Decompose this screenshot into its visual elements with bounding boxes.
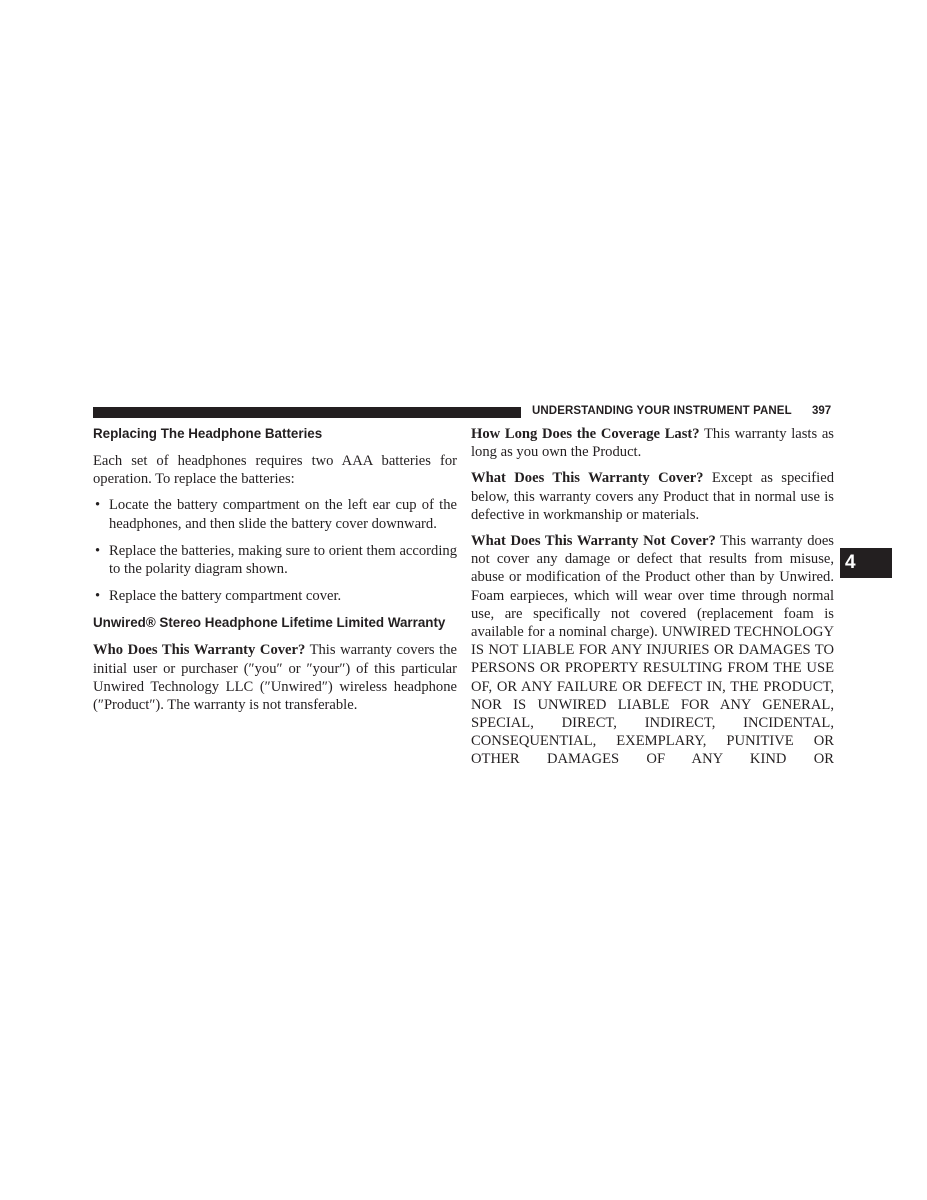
not-covered-answer: This warranty does not cover any damage or defect that results from misuse, abuse or modification of the Product other than by Unwired. Foam earpieces, which will wear over time through normal use, are specifically not covered (replacement foam is available for a nominal charge). UNWIRED TECHNOLOGY IS NOT LIABLE FOR ANY INJURIES OR DAMAGES TO PERSONS OR PROPERTY RESULTING FROM THE USE OF, OR ANY FAILURE OR DEFECT IN, THE PRODUCT, NOR IS UNWIRED LIABLE FOR ANY GENERAL, SPECIAL, DIRECT, INDIRECT, INCIDENTAL, CONSEQUENTIAL, EXEMPLARY, PUNITIVE OR OTHER DAMAGES OF ANY KIND OR: [471, 533, 834, 768]
list-item-text: Replace the battery compartment cover.: [109, 588, 342, 605]
coverage-duration-paragraph: [471, 425, 834, 461]
list-item: [93, 542, 457, 578]
list-item-text: Locate the battery compartment on the left ear cup of the headphones, and then slide the battery cover downward.: [109, 497, 457, 532]
battery-steps-list: [93, 496, 457, 605]
header-rule: [93, 407, 521, 418]
chapter-number: 4: [845, 552, 856, 573]
list-item: [93, 496, 457, 532]
what-covered-answer: Except as specified below, this warranty covers any Product that in normal use is defective in workmanship or materials.: [471, 470, 834, 523]
bullet-icon: •: [95, 588, 101, 605]
coverage-duration-answer: This warranty lasts as long as you own the Product.: [471, 426, 834, 461]
right-column: [471, 425, 834, 777]
heading-replacing-batteries: Replacing The Headphone Batteries: [93, 426, 323, 441]
list-item: [93, 587, 457, 605]
bullet-icon: •: [95, 542, 101, 559]
not-covered-question: What Does This Warranty Not Cover?: [471, 533, 716, 550]
who-covered-question: Who Does This Warranty Cover?: [93, 642, 306, 659]
who-covered-paragraph: [93, 641, 457, 714]
heading-warranty: Unwired® Stereo Headphone Lifetime Limited Warranty: [93, 615, 446, 631]
chapter-tab: [840, 548, 892, 578]
left-column: [93, 425, 457, 722]
not-covered-paragraph: [471, 532, 834, 769]
what-covered-question: What Does This Warranty Cover?: [471, 470, 704, 487]
intro-paragraph: Each set of headphones requires two AAA batteries for operation. To replace the batteries:: [93, 453, 457, 488]
what-covered-paragraph: [471, 469, 834, 524]
running-header-title: UNDERSTANDING YOUR INSTRUMENT PANEL: [532, 405, 792, 417]
bullet-icon: •: [95, 497, 101, 514]
coverage-duration-question: How Long Does the Coverage Last?: [471, 426, 700, 442]
list-item-text: Replace the batteries, making sure to orient them according to the polarity diagram shown.: [109, 542, 457, 578]
page-number: 397: [812, 405, 832, 417]
who-covered-answer: This warranty covers the initial user or purchaser (″you″ or ″your″) of this particular Unwired Technology LLC (″Unwired″) wireless headphone (″Product″). The warranty is not transferable.: [93, 642, 457, 714]
